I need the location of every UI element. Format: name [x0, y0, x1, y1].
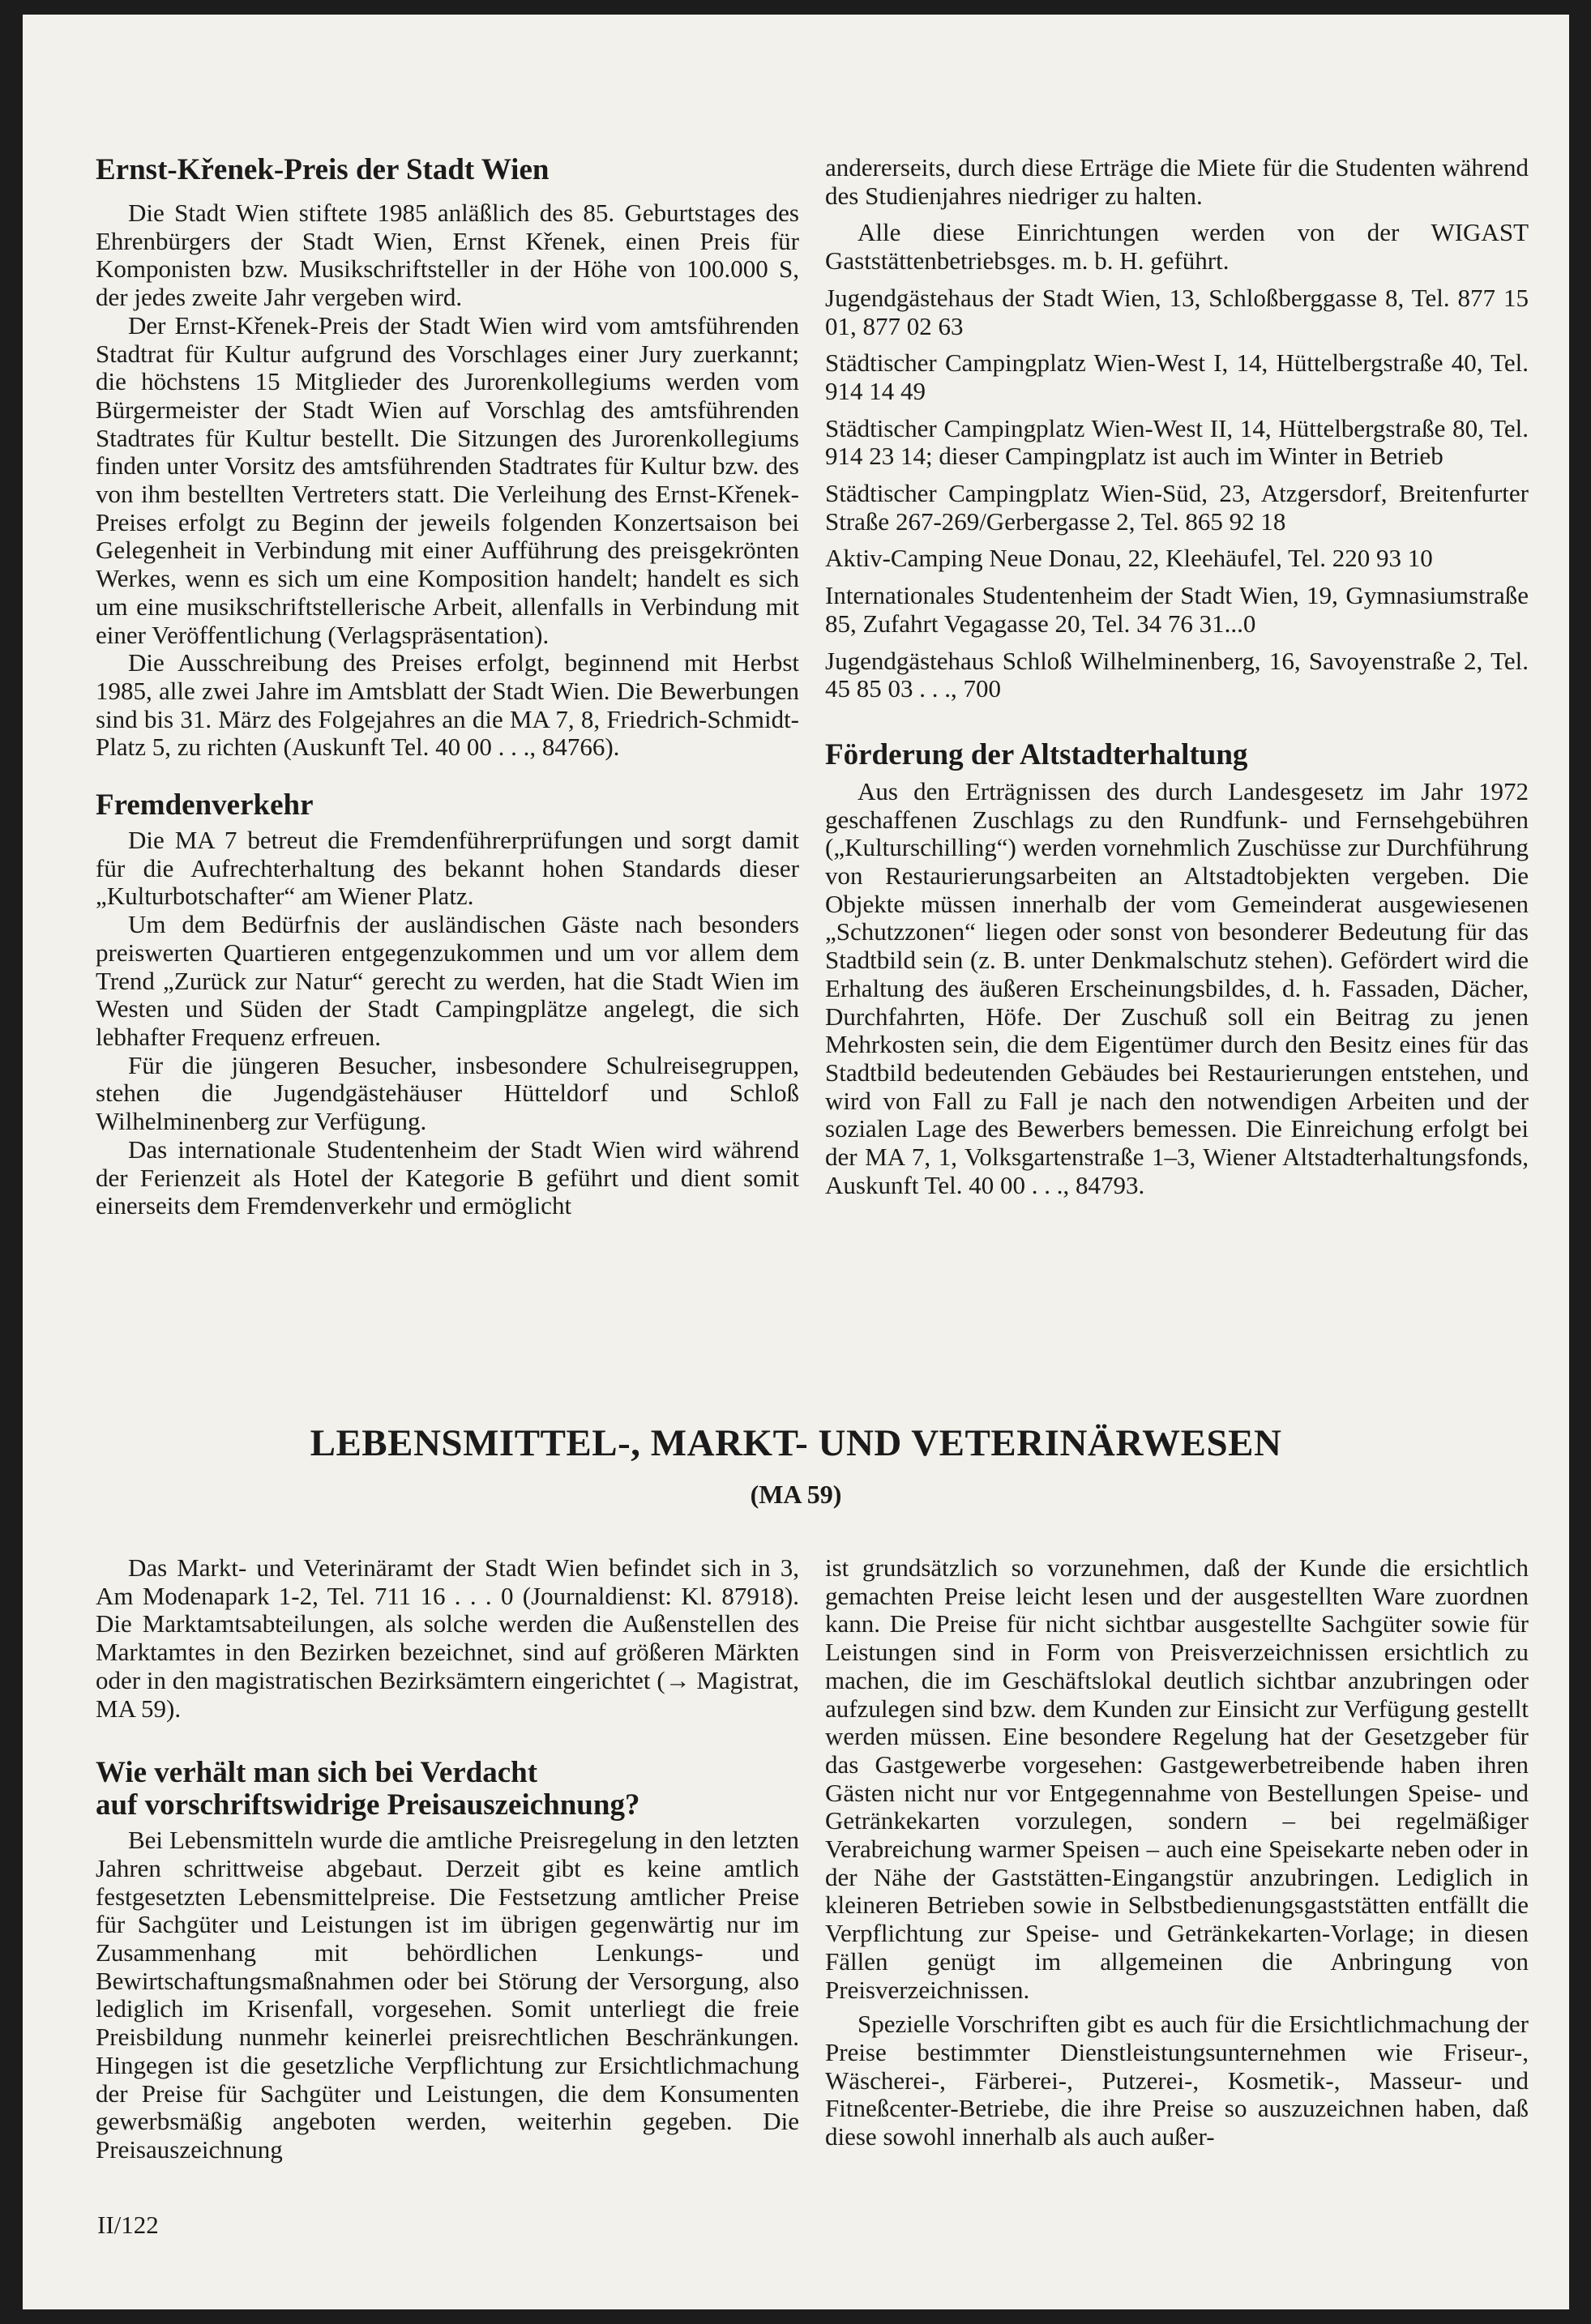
heading-line: Wie verhält man sich bei Verdacht	[96, 1756, 538, 1790]
paragraph: Für die jüngeren Besucher, insbesondere Schulreisegruppen, stehen die Jugendgästehäuser Hütteldorf und Schloß Wilhelminenberg zur Verfügung.	[96, 1050, 799, 1136]
address-entry: Jugendgästehaus Schloß Wilhelminenberg, 16, Savoyenstraße 2, Tel. 45 85 03 . . ., 700	[825, 646, 1529, 703]
section-subtitle: (MA 59)	[750, 1480, 842, 1509]
paragraph: Aus den Erträgnissen des durch Landesgesetz im Jahr 1972 geschaffenen Zuschlags zu den Rundfunk- und Fernsehgebühren („Kulturschilling“) werden vornehmlich Zuschüsse zur Durchführung von Restaurierungsarbeiten an Altstadtobjekten vergeben. Die Objekte müssen innerhalb der vom Gemeinderat ausgewiesenen „Schutzzonen“ liegen oder sonst von besonderer Bedeutung für das Stadtbild sein (z. B. unter Denkmalschutz stehen). Gefördert wird die Erhaltung des äußeren Erscheinungsbildes, d. h. Fassaden, Dächer, Durchfahrten, Höfe. Der Zuschuß soll ein Beitrag zu jenen Mehrkosten sein, die dem Eigentümer durch den Besitz eines für das Stadtbild bedeutenden Gebäudes bei Restaurierungen entstehen, und wird von Fall zu Fall je nach den notwendigen Arbeiten und der sozialen Lage des Bewerbers bemessen. Die Einreichung erfolgt bei der MA 7, 1, Volksgartenstraße 1–3, Wiener Altstadterhaltungsfonds, Auskunft Tel. 40 00 . . ., 84793.	[825, 776, 1529, 1199]
address-entry: Jugendgästehaus der Stadt Wien, 13, Schloßberggasse 8, Tel. 877 15 01, 877 02 63	[825, 283, 1529, 340]
address-entry: Städtischer Campingplatz Wien-Süd, 23, Atzgersdorf, Breitenfurter Straße 267-269/Gerbergasse 2, Tel. 865 92 18	[825, 479, 1529, 536]
paragraph: Die MA 7 betreut die Fremdenführerprüfungen und sorgt damit für die Aufrechterhaltung des bekannt hohen Standards dieser „Kulturbotschafter“ am Wiener Platz.	[96, 826, 799, 911]
column-bottom-left	[96, 1554, 799, 2164]
heading-altstadterhaltung: Förderung der Altstadterhaltung	[825, 737, 1248, 771]
paragraph: Alle diese Einrichtungen werden von der WIGAST Gaststättenbetriebsges. m. b. H. geführt.	[825, 218, 1529, 276]
section-title: LEBENSMITTEL-, MARKT- UND VETERINÄRWESEN	[310, 1422, 1282, 1464]
paragraph: ist grundsätzlich so vorzunehmen, daß der Kunde die ersichtlich gemachten Preise leicht lesen und der ausgestellten Ware zuordnen kann. Die Preise für nicht sichtbar ausgestellte Sachgüter sowie für Leistungen sind in Form von Preisverzeichnissen ersichtlich zu machen, die im Geschäftslokal deutlich sichtbar anzubringen oder aufzulegen sind bzw. dem Kunden zur Einsicht zur Verfügung gestellt werden müssen. Eine besondere Regelung hat der Gesetzgeber für das Gastgewerbe vorgesehen: Gastgewerbetreibende haben ihren Gästen nicht nur vor Entgegennahme von Bestellungen Speise- und Getränkekarten vorzulegen, sondern – bei regelmäßiger Verabreichung warmer Speisen – auch eine Speisekarte neben oder in der Nähe der Gaststätten-Eingangstür anzubringen. Lediglich in kleineren Betrieben sowie in Selbstbedienungsgaststätten entfällt die Verpflichtung zur Speise- und Getränkekarten-Vorlage; in diesen Fällen genügt im allgemeinen die Anbringung von Preisverzeichnissen.	[825, 1553, 1529, 2004]
page-number: II/122	[97, 2211, 159, 2239]
paragraph: Das internationale Studentenheim der Stadt Wien wird während der Ferienzeit als Hotel der Kategorie B geführt und dient somit einerseits dem Fremdenverkehr und ermöglicht	[96, 1134, 799, 1220]
paragraph: Spezielle Vorschriften gibt es auch für die Ersichtlichmachung der Preise bestimmter Dienstleistungsunternehmen wie Friseur-, Wäscherei-, Färberei-, Putzerei-, Kosmetik-, Masseur- und Fitneßcenter-Betriebe, die ihre Preise so auszuzeichnen haben, daß diese sowohl innerhalb als auch außer-	[825, 2010, 1529, 2151]
paragraph: Die Ausschreibung des Preises erfolgt, beginnend mit Herbst 1985, alle zwei Jahre im Amtsblatt der Stadt Wien. Die Bewerbungen sind bis 31. März des Folgejahres an die MA 7, 8, Friedrich-Schmidt-Platz 5, zu richten (Auskunft Tel. 40 00 . . ., 84766).	[96, 648, 799, 762]
paragraph: Die Stadt Wien stiftete 1985 anläßlich des 85. Geburtstages des Ehrenbürgers der Stadt Wien, Ernst Křenek, einen Preis für Komponisten bzw. Musikschriftsteller in der Höhe von 100.000 S, der jedes zweite Jahr vergeben wird.	[96, 199, 799, 312]
address-entry: Städtischer Campingplatz Wien-West II, 14, Hüttelbergstraße 80, Tel. 914 23 14; dieser Campingplatz ist auch im Winter in Betrieb	[825, 413, 1529, 471]
column-top-right	[825, 154, 1529, 1200]
document-page	[23, 15, 1569, 2309]
heading-krenek-preis: Ernst-Křenek-Preis der Stadt Wien	[96, 153, 550, 186]
heading-verdacht	[96, 1757, 799, 1822]
column-top-left	[96, 154, 799, 1220]
paragraph: Das Markt- und Veterinäramt der Stadt Wien befindet sich in 3, Am Modenapark 1-2, Tel. 711 16 . . . 0 (Journaldienst: Kl. 87918). Die Marktamtsabteilungen, als solche werden die Außenstellen des Marktamtes in den Bezirken bezeichnet, sind auf größeren Märkten oder in den magistratischen Bezirksämtern eingerichtet (→ Magistrat, MA 59).	[96, 1553, 799, 1723]
column-bottom-right	[825, 1554, 1529, 2151]
heading-fremdenverkehr: Fremdenverkehr	[96, 788, 314, 822]
address-entry: Städtischer Campingplatz Wien-West I, 14, Hüttelbergstraße 40, Tel. 914 14 49	[825, 348, 1529, 405]
paragraph: Bei Lebensmitteln wurde die amtliche Preisregelung in den letzten Jahren schrittweise abgebaut. Derzeit gibt es keine amtlich festgesetzten Lebensmittelpreise. Die Festsetzung amtlicher Preise für Sachgüter und Leistungen ist im übrigen gegenwärtig nur im Zusammenhang mit behördlichen Lenkungs- und Bewirtschaftungsmaßnahmen oder bei Störung der Versorgung, also lediglich im Krisenfall, vorgesehen. Somit unterliegt die freie Preisbildung nunmehr keinerlei preisrechtlichen Beschränkungen. Hingegen ist die gesetzliche Verpflichtung zur Ersichtlichmachung der Preise für Sachgüter und Leistungen, die dem Konsumenten gewerbsmäßig angeboten werden, weiterhin gegeben. Die Preisauszeichnung	[96, 1826, 799, 2164]
address-entry: Internationales Studentenheim der Stadt Wien, 19, Gymnasiumstraße 85, Zufahrt Vegagasse 20, Tel. 34 76 31...0	[825, 581, 1529, 638]
address-entry: Aktiv-Camping Neue Donau, 22, Kleehäufel, Tel. 220 93 10	[825, 544, 1433, 573]
paragraph: Der Ernst-Křenek-Preis der Stadt Wien wird vom amtsführenden Stadtrat für Kultur aufgrund des Vorschlages einer Jury zuerkannt; die höchstens 15 Mitglieder des Jurorenkollegiums werden vom Bürgermeister der Stadt Wien auf Vorschlag des amtsführenden Stadtrates für Kultur bestellt. Die Sitzungen des Jurorenkollegiums finden unter Vorsitz des amtsführenden Stadtrates für Kultur bzw. des von ihm bestellten Vertreters statt. Die Verleihung des Ernst-Křenek-Preises erfolgt zu Beginn der jeweils folgenden Konzertsaison bei Gelegenheit in Verbindung mit einer Aufführung des preisgekrönten Werkes, wenn es sich um eine Komposition handelt; handelt es sich um eine musikschriftstellerische Arbeit, allenfalls in Verbindung mit einer Veröffentlichung (Verlagspräsentation).	[96, 310, 799, 649]
heading-line: auf vorschriftswidrige Preisauszeichnung?	[96, 1788, 640, 1822]
paragraph: Um dem Bedürfnis der ausländischen Gäste nach besonders preiswerten Quartieren entgegenzukommen und um vor allem dem Trend „Zurück zur Natur“ gerecht zu werden, hat die Stadt Wien im Westen und Süden der Stadt Campingplätze angelegt, die sich lebhafter Frequenz erfreuen.	[96, 910, 799, 1051]
paragraph: andererseits, durch diese Erträge die Miete für die Studenten während des Studienjahres niedriger zu halten.	[825, 153, 1529, 210]
